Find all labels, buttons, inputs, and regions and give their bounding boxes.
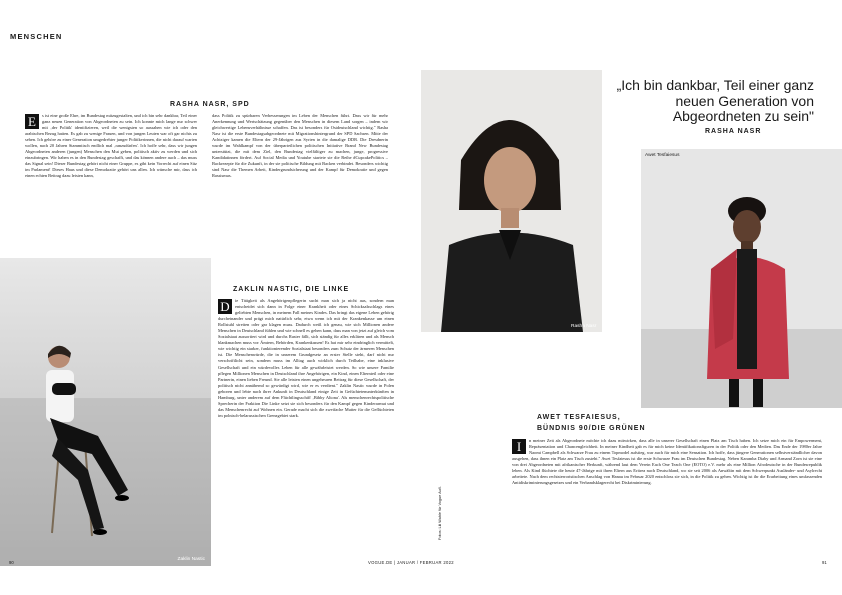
pull-quote: „Ich bin dankbar, Teil einer ganz neuen Generation von Abgeordneten zu sein" (616, 77, 814, 124)
zaklin-photo-image (0, 258, 211, 566)
awet-photo (641, 149, 842, 408)
dropcap: E (25, 114, 39, 129)
awet-photo-image (641, 149, 842, 408)
page-number-left: 90 (9, 560, 14, 565)
dropcap: I (512, 439, 526, 454)
dropcap: D (218, 299, 232, 314)
caption-awet: Awet Tesfaiesus (645, 153, 680, 158)
article-awet (512, 438, 822, 556)
article-zaklin-text: ie Tätigkeit als Angehörigenpflegerin sucht man sich ja nicht aus, sondern man entscheidet sich dann in Folge einer Krankheit oder eines Schicksalsschlags eines geliebten Menschen, in meinem Fall meines Kindes. Das bringt das eigene Leben gehörig durcheinander und prägt mich natürlich sehr, etwa wenn ich mit der Krankenkasse um einen Rollstuhl streiten oder gar klagen muss. Dadurch weiß ich genau, wie sich Millionen andere Menschen in Deutschland fühlen und wie schnell es gehen kann, dass man von jetzt auf gleich vom Sozialstaat aussortiert wird und durchs Raster fällt, sich ständig für alles erklären und als Mensch blankmachen muss vor Ämtern, Behörden, Krankenkassen! Es hat mir sehr eindringlich vermittelt, wie wichtig ein starker, funktionierender Sozialstaat besonders zum Schutz der ärmeren Menschen ist. Die Menschenwürde, die in unserem Grundgesetz an erster Stelle steht, darf nicht nur verschriftlicht sein, sondern muss im Alltag auch wirklich durch Teilhabe, eine inklusive Gesellschaft und ein würdevolles Leben für alle gewährleistet werden. So wie unsere Familie pflegen Millionen Menschen in Deutschland ihre Angehörigen, ein Kind, einen Elternteil oder eine Partnerin, einen lieben Freund. Sie alle leisten einen ungeheuren Beitrag für diese Gesellschaft, der politisch nicht annähernd so gewürdigt wird, wie er es verdient." Zaklin Nastic wurde in Polen geboren und lebte nach ihrer Ankunft in Deutschland einige Zeit in Gefüchtetenunterkünften in Hamburg, unter anderem auf dem Flüchtlingsschiff ‚Bibby Altona'. Als menschenrechtspolitische Sprecherin der Fraktion Die Linke setzt sie sich besonders für den Kampf gegen Kinderarmut und das Menschenrecht auf Wohnen ein. Gerade macht sich die zweifache Mutter für die Geflüchteten im polnisch-belarussischen Grenzgebiet stark. (218, 298, 394, 418)
article-rasha-col1 (25, 113, 197, 248)
article-zaklin (218, 298, 394, 558)
section-label: MENSCHEN (10, 32, 63, 41)
caption-zaklin: Zaklin Nastic (177, 557, 205, 562)
article-heading-rasha: RASHA NASR, SPD (170, 101, 250, 108)
photo-credit: Fotos: Lili Wahle für Vogue Aufl. (438, 486, 442, 540)
rasha-photo-image (421, 70, 602, 332)
article-heading-awet-1: AWET TESFAIESUS, (537, 414, 621, 421)
rasha-photo (421, 70, 602, 332)
article-rasha-col2 (212, 113, 388, 248)
article-rasha-text-1: s ist eine große Ehre, im Bundestag mitzugestalten, und ich bin sehr dankbar, Teil einer ganz neuen Generation von Abgeordneten zu sein. Ich konnte mich lange nur schwer mit ‚der Politik' identifizieren, weil die wenigsten so aussahen wie ich oder den arabischen Bezug hatten. Es gab zu wenige Frauen, und von jungen Leuten war oft gar nichts zu sehen. Ich gehöre zu einer Generation umgedrehter junger Politikerinnen, die nicht darauf warten wollen, nach 20 Jahren Stammtisch endlich mal ‚ranzudürfen'. Ich hoffe sehr, dass wir jungen Abgeordneten anderen (jungen) Menschen den Mut geben, politisch aktiv zu werden und sich einzubringen. Wir haben es in den Bundestag geschafft, und das können andere auch – das muss das Signal sein! Dieser Bundestag gehört nicht einer Gruppe, es gibt kein Vorrecht auf einen Sitz im Parlament! Dieses Haus und diese Demokratie gehört uns allen. Ich wünsche mir, dass ich einen echten Beitrag dazu leisten kann, (25, 113, 197, 179)
article-heading-zaklin: ZAKLIN NASTIC, DIE LINKE (233, 286, 350, 293)
magazine-footer: VOGUE.DE | JANUAR / FEBRUAR 2022 (368, 560, 454, 565)
caption-rasha: Rasha Nasr (571, 324, 597, 329)
article-heading-awet-2: BÜNDNIS 90/DIE GRÜNEN (537, 425, 646, 432)
article-rasha-text-2: dass Politik zu spürbaren Verbesserungen im Leben der Menschen führt. Dass wir für mehr Anerkennung und Wertschätzung gegenüber den Menschen in diesem Land sorgen – indem wir gleichwertige Lebensverhältnisse schaffen. Das ist besonders für Ostdeutschland wichtig." Rasha Nasr ist die erste Bundestagsabgeordnete mit Migrationshintergrund der SPD Sachsen. Mitte der Achtziger kamen die Eltern der 29-Jährigen aus Syrien in die damalige DDR. Die Dresdnerin wurde im Wahlkampf von der überparteilichen politischen Initiative Brand New Bundestag unterstützt, die mit dem Ziel, den Bundestag vielfältiger zu machen, junge, progressive Kandidatinnen fördert. Auf Social Media und Youtube startete sie die Reihe #CupcakePolitics – Backrezepte für die Zukunft, in der sie politische Bildung mit Backen verbindet. Besonders wichtig sind Nasr die Themen Arbeit, Kindergrundsicherung und der Kampf für Demokratie und gegen Rassismus. (212, 113, 388, 179)
zaklin-photo (0, 258, 211, 566)
quote-author: RASHA NASR (705, 128, 762, 135)
page-number-right: 91 (822, 560, 827, 565)
article-awet-text: n meiner Zeit als Abgeordnete möchte ich dazu mitwirken, dass alle in unserer Gesellschaft einen Platz am Tisch haben. Ich setze mich ein für Empowerment, Repräsentation und Chancengleichheit. In meiner Kindheit gab es für mich keine Identifikationsfiguren in der Politik oder den Medien. Das Ende der 1980er Jahre Naomi Campbell als Schwarze Frau zu einem Topmodel aufstieg, war auch für mich eine Sensation. Ich hoffe, dass jüngere Generationen selbstverständlicher davon ausgehen, dass ihnen ein Platz am Tisch zusteht." Awet Tesfaiesus ist die erste Schwarze Frau im Deutschen Bundestag. Neben Karamba Diaby und Armand Zorn ist sie eine von drei Abgeordneten mit afrikanischer Herkunft, während laut dem Verein Each One Teach One (EOTO) e.V. mehr als eine Million Afrodeutsche in der Bundesrepublik leben. Als Kind flüchtete die heute 47-Jährige mit ihren Eltern aus Eritrea nach Deutschland, wo sie seit 2006 als Anwältin mit dem Schwerpunkt Ausländer- und Asylrecht arbeitete. Nach dem rechtsterroristischen Anschlag von Hanau im Februar 2020 entschloss sie sich, in die Politik zu gehen. Wichtig ist ihr die Erarbeitung eines umfassenden Antidiskriminierungsgesetzes und ein Verbandsklagerecht bei Diskriminierung. (512, 438, 822, 486)
